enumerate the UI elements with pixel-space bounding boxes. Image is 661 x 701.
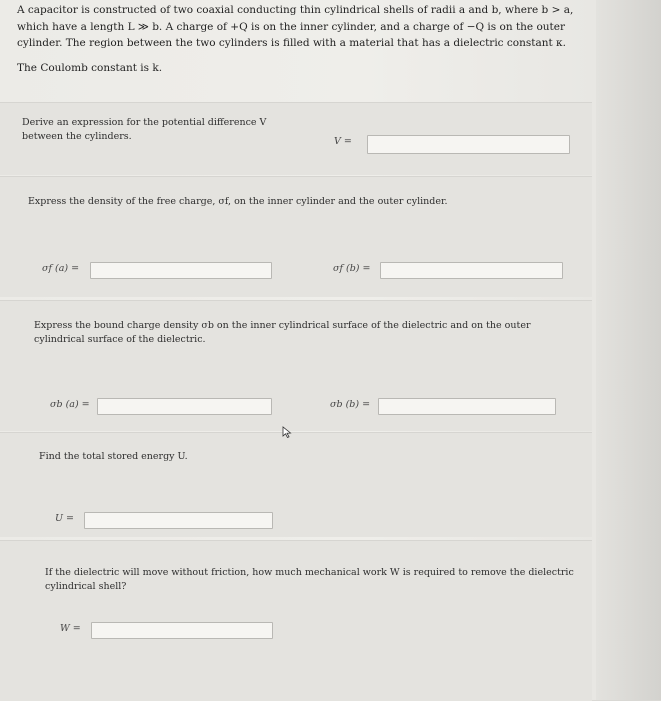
mouse-pointer-icon <box>282 426 292 438</box>
free-charge-b-input[interactable] <box>380 262 563 279</box>
bound-charge-panel <box>0 300 592 431</box>
work-input[interactable] <box>91 622 273 639</box>
bound-charge-a-label: σb (a) = <box>50 399 90 410</box>
potential-label: V = <box>334 136 352 147</box>
energy-input[interactable] <box>84 512 273 529</box>
problem-intro: A capacitor is constructed of two coaxial conducting thin cylindrical shells of radii a and b, where b > a, which have a length L ≫ b. A charge of +Q is on the inner cylinder, and a charge of −Q is on the outer cylinder. The region between the two cylinders is filled with a material that has a dielectric constant κ. <box>17 4 574 49</box>
work-question: If the dielectric will move without friction, how much mechanical work W is required to remove the dielectric cylindrical shell? <box>45 567 574 592</box>
coulomb-constant-note: The Coulomb constant is k. <box>17 61 163 74</box>
work-label: W = <box>60 623 81 634</box>
energy-question: Find the total stored energy U. <box>39 451 188 462</box>
bound-charge-b-label: σb (b) = <box>330 399 371 410</box>
free-charge-a-label: σf (a) = <box>42 263 80 274</box>
bound-charge-a-input[interactable] <box>97 398 272 415</box>
potential-input[interactable] <box>367 135 570 154</box>
potential-panel <box>0 102 592 175</box>
free-charge-panel <box>0 176 592 297</box>
work-panel <box>0 540 592 701</box>
page-edge-shadow <box>596 0 661 700</box>
free-charge-a-input[interactable] <box>90 262 272 279</box>
free-charge-b-label: σf (b) = <box>333 263 371 274</box>
potential-question: Derive an expression for the potential difference V between the cylinders. <box>22 117 267 142</box>
bound-charge-b-input[interactable] <box>378 398 556 415</box>
energy-panel <box>0 432 592 537</box>
free-charge-question: Express the density of the free charge, σf, on the inner cylinder and the outer cylinder. <box>28 196 448 207</box>
bound-charge-question: Express the bound charge density σb on the inner cylindrical surface of the dielectric and on the outer cylindrical surface of the dielectric. <box>34 320 531 345</box>
problem-statement <box>17 2 602 76</box>
energy-label: U = <box>55 513 74 524</box>
